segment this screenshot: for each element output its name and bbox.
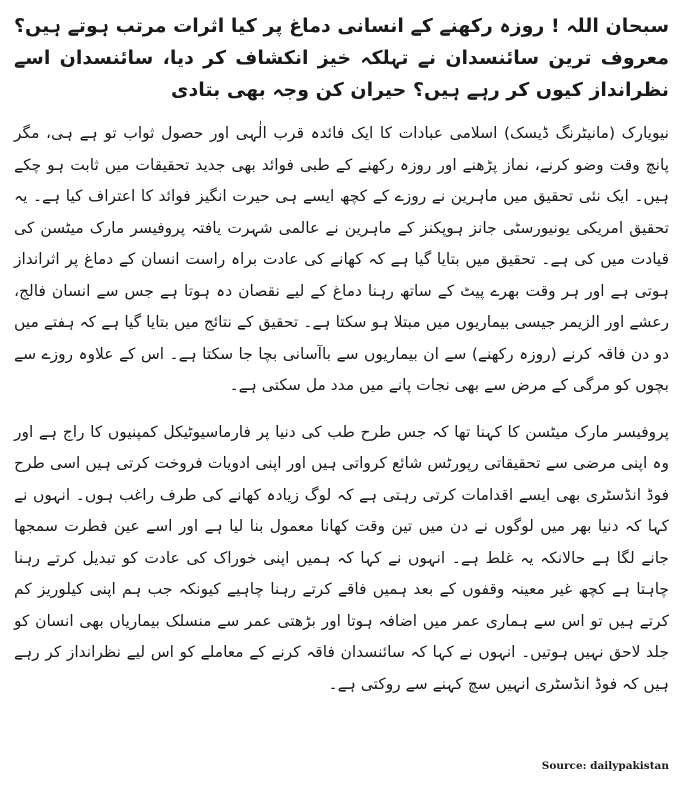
article — [14, 10, 669, 715]
article-headline: سبحان اللہ ! روزہ رکھنے کے انسانی دماغ پر کیا اثرات مرتب ہوتے ہیں؟ معروف ترین سائنسدان نے تہلکہ خیز انکشاف کر دیا، سائنسدان اسے نظرانداز کیوں کر رہے ہیں؟ حیران کن وجہ بھی بتادی — [14, 15, 669, 101]
source-credit: Source: dailypakistan — [541, 760, 669, 772]
article-paragraph: پروفیسر مارک میٹسن کا کہنا تھا کہ جس طرح طب کی دنیا پر فارماسیوٹیکل کمپنیوں کا راج ہے اور وہ اپنی مرضی سے تحقیقاتی رپورٹس شائع کرواتی ہیں اور اپنی ادویات فروخت کرتی ہیں اسی طرح فوڈ انڈسٹری بھی ایسے اقدامات کرتی رہتی ہے کہ لوگ زیادہ کھانے کی طرف راغب ہوں۔ انہوں نے کہا کہ دنیا بھر میں لوگوں نے دن میں تین وقت کھانا معمول بنا لیا ہے اور اسے عین فطرت سمجھا جانے لگا ہے حالانکہ یہ غلط ہے۔ انہوں نے کہا کہ ہمیں اپنی خوراک کی عادت کو تبدیل کرتے رہنا چاہتا ہے کچھ غیر معینہ وقفوں کے بعد ہمیں فاقے کرتے رہنا چاہیے کیونکہ جب ہم اپنی کیلوریز کم کرتے ہیں تو اس سے ہماری عمر میں اضافہ ہوتا اور بڑھتی عمر سے منسلک بیماریاں بھی انسان کو جلد لاحق نہیں ہوتیں۔ انہوں نے کہا کہ سائنسدان فاقہ کرنے کے معاملے کو اس لیے نظرانداز کر رہے ہیں کہ فوڈ انڈسٹری انہیں سچ کہنے سے روکتی ہے۔ — [14, 422, 669, 693]
article-paragraph: نیویارک (مانیٹرنگ ڈیسک) اسلامی عبادات کا ایک فائدہ قرب الٰہی اور حصول ثواب تو ہے ہی، مگر پانچ وقت وضو کرنے، نماز پڑھنے اور روزہ رکھنے کے طبی فوائد بھی جدید تحقیقات میں ثابت ہو چکے ہیں۔ ایک نئی تحقیق میں ماہرین نے روزے کے کچھ ایسے ہی حیرت انگیز فوائد کا اعتراف کیا ہے۔ یہ تحقیق امریکی یونیورسٹی جانز ہوپکنز کے ماہرین نے عالمی شہرت یافتہ پروفیسر مارک میٹسن کی قیادت میں کی ہے۔ تحقیق میں بتایا گیا ہے کہ کھانے کی عادت براہ راست انسان کے دماغ پر اثرانداز ہوتی ہے اور ہر وقت بھرے پیٹ کے ساتھ رہنا دماغ کے لیے نقصان دہ ہوتا ہے جس سے انسان فالج، رعشے اور الزیمر جیسی بیماریوں میں مبتلا ہو سکتا ہے۔ تحقیق کے نتائج میں بتایا گیا ہے کہ ہفتے میں دو دن فاقہ کرنے (روزہ رکھنے) سے ان بیماریوں سے باآسانی بچا جا سکتا ہے۔ اس کے علاوہ روزے سے بچوں کو مرگی کے مرض سے بھی نجات پانے میں مدد مل سکتی ہے۔ — [14, 124, 669, 394]
